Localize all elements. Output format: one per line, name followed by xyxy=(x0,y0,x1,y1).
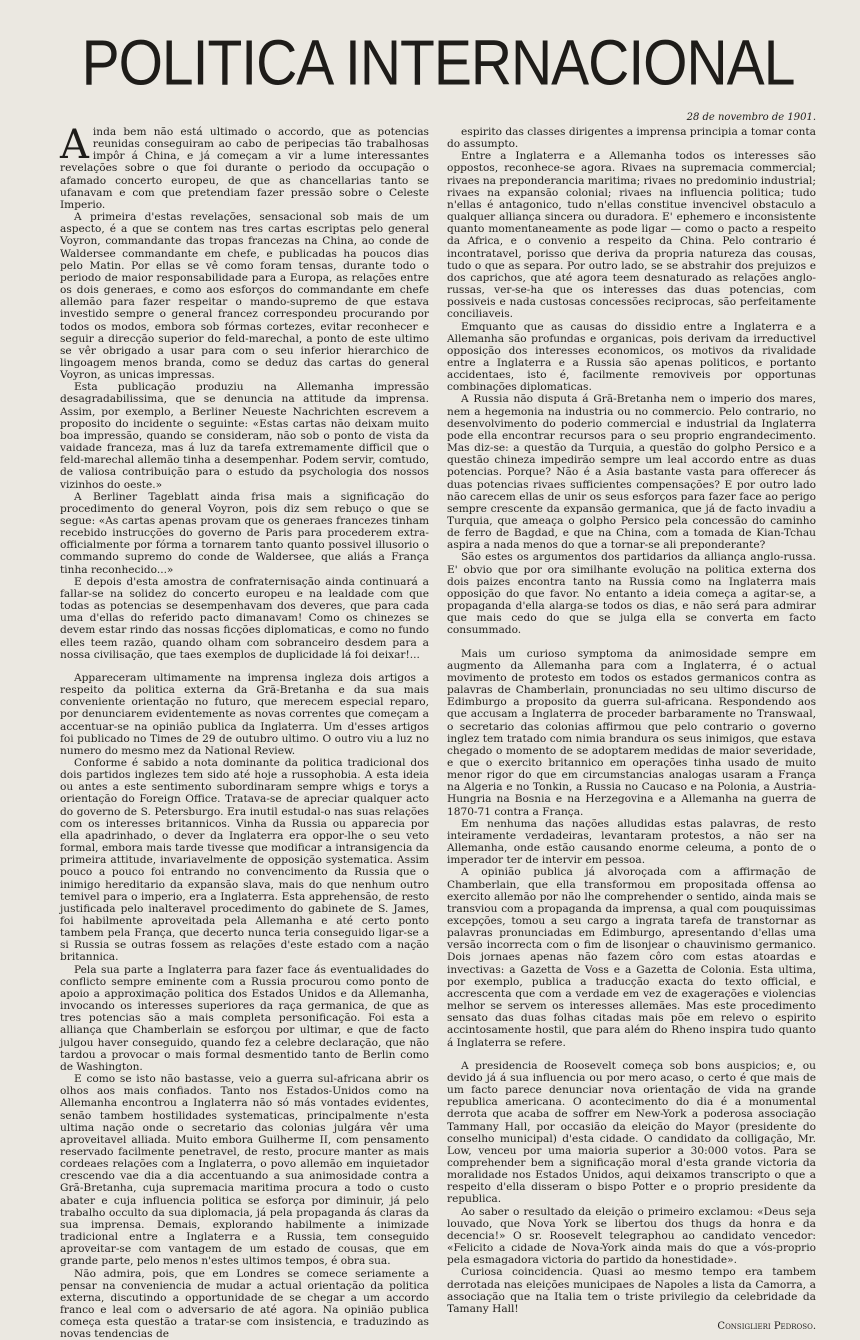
article-paragraph: E como se isto não bastasse, veio a guerra sul-africana abrir os olhos aos mais confiados. Tanto nos Estados-Unidos como na Allemanha encontrou a Inglaterra não só más vontades evidentes, senão tambem hostilidades systematicas, principalmente n'esta ultima nação onde o secretario das colonias julgára vêr uma aproveitavel alliada. Muito embora Guilherme II, com pensamento reservado facilmente penetravel, de resto, procure manter as mais cordeaes relações com a Inglaterra, o povo allemão em inquietador crescendo vae dia a dia accentuando a sua animosidade contra a Grã-Bretanha, cuja supremacia maritima procura a todo o custo abater e cuja influencia politica se esforça por diminuir, já pelo trabalho occulto da sua diplomacia, já pela propaganda ás claras da sua imprensa. Demais, explorando habilmente a inimizade tradicional entre a Inglaterra e a Russia, tem conseguido aproveitar-se com vantagem de um estado de cousas, que em grande parte, pelo menos n'estes ultimos tempos, é obra sua. xyxy=(60,1073,429,1268)
author-signature: Consiglieri Pedroso. xyxy=(717,1321,816,1332)
dateline: 28 de novembro de 1901. xyxy=(686,112,816,123)
section-break xyxy=(60,661,429,672)
article-paragraph: Esta publicação produziu na Allemanha impressão desagradabilissima, que se denuncia na attitude da imprensa. Assim, por exemplo, a Berliner Neueste Nachrichten escrevem a proposito do incidente o seguinte: «Estas cartas não deixam muito boa impressão, quando se consideram, não sob o ponto de vista da vaidade franceza, mas á luz da tarefa extremamente difficil que o feld-marechal allemão tinha a desempenhar. Podem servir, comtudo, de valiosa contribuição para o estudo da psychologia dos nossos vizinhos do oeste.» xyxy=(60,381,429,491)
left-column xyxy=(60,112,429,1340)
article-paragraph: São estes os argumentos dos partidarios da alliança anglo-russa. E' obvio que por ora similhante evolução na politica externa dos dois paizes encontra tanto na Russia como na Inglaterra mais opposição do que favor. No entanto a ideia começa a agitar-se, a propaganda d'ella alarga-se todos os dias, e não será para admirar que mais cedo do que se julga ella se converta em facto consummado. xyxy=(447,551,816,637)
article-paragraph: Appareceram ultimamente na imprensa ingleza dois artigos a respeito da politica externa da Grã-Bretanha e da sua mais conveniente orientação no futuro, que merecem especial reparo, por denunciarem evidentemente as novas correntes que começam a accentuar-se na opinião publica da Inglaterra. Um d'esses artigos foi publicado no Times de 29 de outubro ultimo. O outro viu a luz no numero do mesmo mez da National Review. xyxy=(60,671,429,757)
article-paragraph: A primeira d'estas revelações, sensacional sob mais de um aspecto, é a que se contem nas tres cartas escriptas pelo general Voyron, commandante das tropas francezas na China, ao conde de Waldersee commandante em chefe, e publicadas ha poucos dias pelo Matin. Por ellas se vê como foram tensas, durante todo o periodo de maior responsabilidade para a Europa, as relações entre os dois generaes, e como aos esforços do commandante em chefe allemão para fazer respeitar o mando-supremo de que estava investido sempre o general francez correspondeu procurando por todos os modos, embora sob fórmas cortezes, evitar reconhecer e seguir a direcção superior do feld-marechal, a ponto de este ultimo se vêr obrigado a usar para com o seu inferior hierarchico de lingoagem menos branda, como se deduz das cartas do general Voyron, as unicas impressas. xyxy=(60,211,429,382)
article-paragraph: A presidencia de Roosevelt começa sob bons auspicios; e, ou devido já á sua influencia ou por mero acaso, o certo é que mais de um facto parece denunciar nova orientação de vida na grande republica americana. O acontecimento do dia é a monumental derrota que acaba de soffrer em New-York a poderosa associação Tammany Hall, por occasião da eleição do Mayor (presidente do conselho municipal) d'esta cidade. O candidato da colligação, Mr. Low, venceu por uma maioria superior a 30:000 votos. Para se comprehender bem a significação moral d'esta grande victoria da moralidade nos Estados Unidos, aqui deixamos transcripto o que a respeito d'ella disseram o bispo Potter e o proprio presidente da republica. xyxy=(447,1059,816,1206)
article-paragraph: A Russia não disputa á Grã-Bretanha nem o imperio dos mares, nem a hegemonia na industria ou no commercio. Pelo contrario, no desenvolvimento do poderio commercial e industrial da Inglaterra pode ella encontrar recursos para o seu proprio engrandecimento. Mas diz-se: a questão da Turquia, a questão do golpho Persico e a questão chineza impedirão sempre um leal accordo entre as duas potencias. Porque? Não é a Asia bastante vasta para offerecer ás duas potencias rivaes sufficientes compensações? E por outro lado não carecem ellas de unir os seus esforços para fazer face ao perigo sempre crescente da expansão germanica, que já de facto invadiu a Turquia, que ameaça o golpho Persico pela concessão do caminho de ferro de Bagdad, e que na China, com a tomada de Kian-Tchau aspira a nada menos do que a tornar-se ali preponderante? xyxy=(447,393,816,552)
article-paragraph: Conforme é sabido a nota dominante da politica tradicional dos dois partidos inglezes tem sido até hoje a russophobia. A esta ideia ou antes a este sentimento subordinaram sempre whigs e torys a orientação do Foreign Office. Tratava-se de apreciar qualquer acto do governo de S. Petersburgo. Era inutil estudal-o nas suas relações com os interesses britannicos. Vinha da Russia ou apparecia por ella apadrinhado, o dever da Inglaterra era oppor-lhe o seu veto formal, embora mais tarde tivesse que modificar a intransigencia da primeira attitude, invariavelmente de opposição systematica. Assim pouco a pouco foi entrando no convencimento da Russia que o inimigo hereditario da expansão slava, mais do que nenhum outro temivel para o imperio, era a Inglaterra. Esta apprehensão, de resto justificada pelo inalteravel procedimento do gabinete de S. James, foi habilmente aproveitada pela Allemanha e até certo ponto tambem pela França, que decerto nunca teria conseguido ligar-se a si Russia se outras fossem as relações d'este estado com a nação britannica. xyxy=(60,756,429,964)
article-paragraph xyxy=(60,122,429,211)
page-title: POLITICA INTERNACIONAL xyxy=(81,27,795,99)
article-columns xyxy=(60,112,816,1340)
dateline-spacer xyxy=(60,112,429,124)
article-paragraph: Curiosa coincidencia. Quasi ao mesmo tempo era tambem derrotada nas eleições municipaes de Napoles a lista da Camorra, a associação que na Italia tem o triste privilegio da celebridade da Tamany Hall! xyxy=(447,1266,816,1315)
article-paragraph: Não admira, pois, que em Londres se comece seriamente a pensar na conveniencia de mudar a actual orientação da politica externa, discutindo a opportunidade de se chegar a um accordo franco e leal com o adversario de até agora. Na opinião publica começa esta questão a tratar-se com insistencia, e traduzindo as novas tendencias de xyxy=(60,1267,429,1340)
article-paragraph: Ao saber o resultado da eleição o primeiro exclamou: «Deus seja louvado, que Nova York se libertou dos thugs da honra e da decencia!» O sr. Roosevelt telegraphou ao candidato vencedor: «Felicito a cidade de Nova-York ainda mais do que a vós-proprio pela esmagadora victoria do partido da honestidade». xyxy=(447,1205,816,1267)
article-paragraph: A opinião publica já alvoroçada com a affirmação de Chamberlain, que ella transformou em propositada offensa ao exercito allemão por não lhe comprehender o sentido, ainda mais se transviou com a propaganda da imprensa, a qual com pouquissimas excepções, tomou a seu cargo a ingrata tarefa de transtornar as palavras pronunciadas em Edimburgo, apresentando d'ellas uma versão incorrecta com o fim de lisonjear o chauvinismo germanico. Dois jornaes apenas não fazem côro com estas atoardas e invectivas: a Gazetta de Voss e a Gazetta de Colonia. Esta ultima, por exemplo, publica a traducção exacta do texto official, e accrescenta que com a verdade em vez de exagerações e violencias melhor se servem os interesses allemães. Mas este procedimento sensato das duas folhas citadas mais põe em relevo o espirito accintosamente hostil, que para além do Rheno inspira tudo quanto á Inglaterra se refere. xyxy=(447,866,816,1049)
article-paragraph: Mais um curioso symptoma da animosidade sempre em augmento da Allemanha para com a Inglaterra, é o actual movimento de protesto em todos os estados germanicos contra as palavras de Chamberlain, pronunciadas no seu ultimo discurso de Edimburgo a proposito da guerra sul-africana. Respondendo aos que accusam a Inglaterra de proceder barbaramente no Transwaal, o secretario das colonias affirmou que pelo contrario o governo inglez tem tratado com nimia brandura os seus inimigos, que estava chegado o momento de se adoptarem medidas de maior severidade, e que o exercito britannico em operações tinha usado de muito menor rigor do que em circumstancias analogas usaram a França na Algeria e no Tonkin, a Russia no Caucaso e na Polonia, a Austria-Hungria na Bosnia e na Herzegovina e a Allemanha na guerra de 1870-71 contra a França. xyxy=(447,647,816,818)
article-paragraph: Emquanto que as causas do dissidio entre a Inglaterra e a Allemanha são profundas e organicas, pois derivam da irreductivel opposição dos interesses economicos, os motivos da rivalidade entre a Inglaterra e a Russia são apenas politicos, e portanto accidentaes, isto é, facilmente removiveis por opportunas combinações diplomaticas. xyxy=(447,320,816,394)
article-paragraph: Entre a Inglaterra e a Allemanha todos os interesses são oppostos, reconhece-se agora. Rivaes na supremacia commercial; rivaes na preponderancia maritima; rivaes no predominio industrial; rivaes na expansão colonial; rivaes na influencia politica; tudo n'ellas é antagonico, tudo n'ellas constitue invencivel obstaculo a qualquer alliança sincera ou duradora. E' ephemero e inconsistente quanto momentaneamente as pode ligar — como o pacto a respeito da Africa, e o convenio a respeito da China. Pelo contrario é incontratavel, porisso que deriva da propria natureza das cousas, tudo o que as separa. Por outro lado, se se abstrahir dos prejuizos e dos caprichos, que até agora teem desnaturado as relações anglo-russas, ver-se-ha que os interesses das duas potencias, com possiveis e nada custosas concessões reciprocas, são perfeitamente conciliaveis. xyxy=(447,150,816,321)
section-break xyxy=(447,637,816,648)
drop-cap: A xyxy=(60,122,89,168)
paragraph-text: inda bem não está ultimado o accordo, que as potencias reunidas conseguiram ao cabo de peripecias tão trabalhosas impôr á China, e já começam a vir a lume interessantes revelações sobre o que foi durante o periodo da occupação o afamado concerto europeu, de que as chancellarias tanto se ufanavam e com que pretendiam fazer pressão sobre o Celeste Imperio. xyxy=(60,126,429,211)
article-paragraph: Em nenhuma das nações alludidas estas palavras, de resto inteiramente verdadeiras, levantaram protestos, a não ser na Allemanha, onde estão causando enorme celeuma, a ponto de o imperador ter de intervir em pessoa. xyxy=(447,817,816,867)
article-paragraph: A Berliner Tageblatt ainda frisa mais a significação do procedimento do general Voyron, pois diz sem rebuço o que se segue: «As cartas apenas provam que os generaes francezes tinham recebido instrucções do governo de Paris para procederem extra-officialmente por fórma a tornarem tanto quanto possivel illusorio o commando supremo do conde de Waldersee, que aliás a França tinha reconhecido...» xyxy=(60,490,429,576)
right-column xyxy=(447,112,816,1332)
article-paragraph: Pela sua parte a Inglaterra para fazer face ás eventualidades do conflicto sempre eminente com a Russia procurou como ponto de apoio a approximação politica dos Estados Unidos e da Allemanha, invocando os interesses superiores da raça germanica, de que as tres potencias são a mais completa personificação. Foi esta a alliança que Chamberlain se esforçou por ultimar, e que de facto julgou haver conseguido, quando fez a celebre declaração, que não tardou a provocar o mais formal desmentido tanto de Berlin como de Washington. xyxy=(60,963,429,1073)
article-paragraph: espirito das classes dirigentes a imprensa principia a tomar conta do assumpto. xyxy=(447,126,816,151)
section-break xyxy=(447,1049,816,1060)
article-paragraph: E depois d'esta amostra de confraternisação ainda continuará a fallar-se na solidez do concerto europeu e na lealdade com que todas as potencias se desempenhavam dos deveres, que para cada uma d'ellas do referido pacto dimanavam! Como os chinezes se devem estar rindo das nossas ficções diplomaticas, e como no fundo elles teem razão, quando olham com sobranceiro desdem para a nossa civilisação, que taes exemplos de duplicidade lá foi deixar!... xyxy=(60,575,429,661)
